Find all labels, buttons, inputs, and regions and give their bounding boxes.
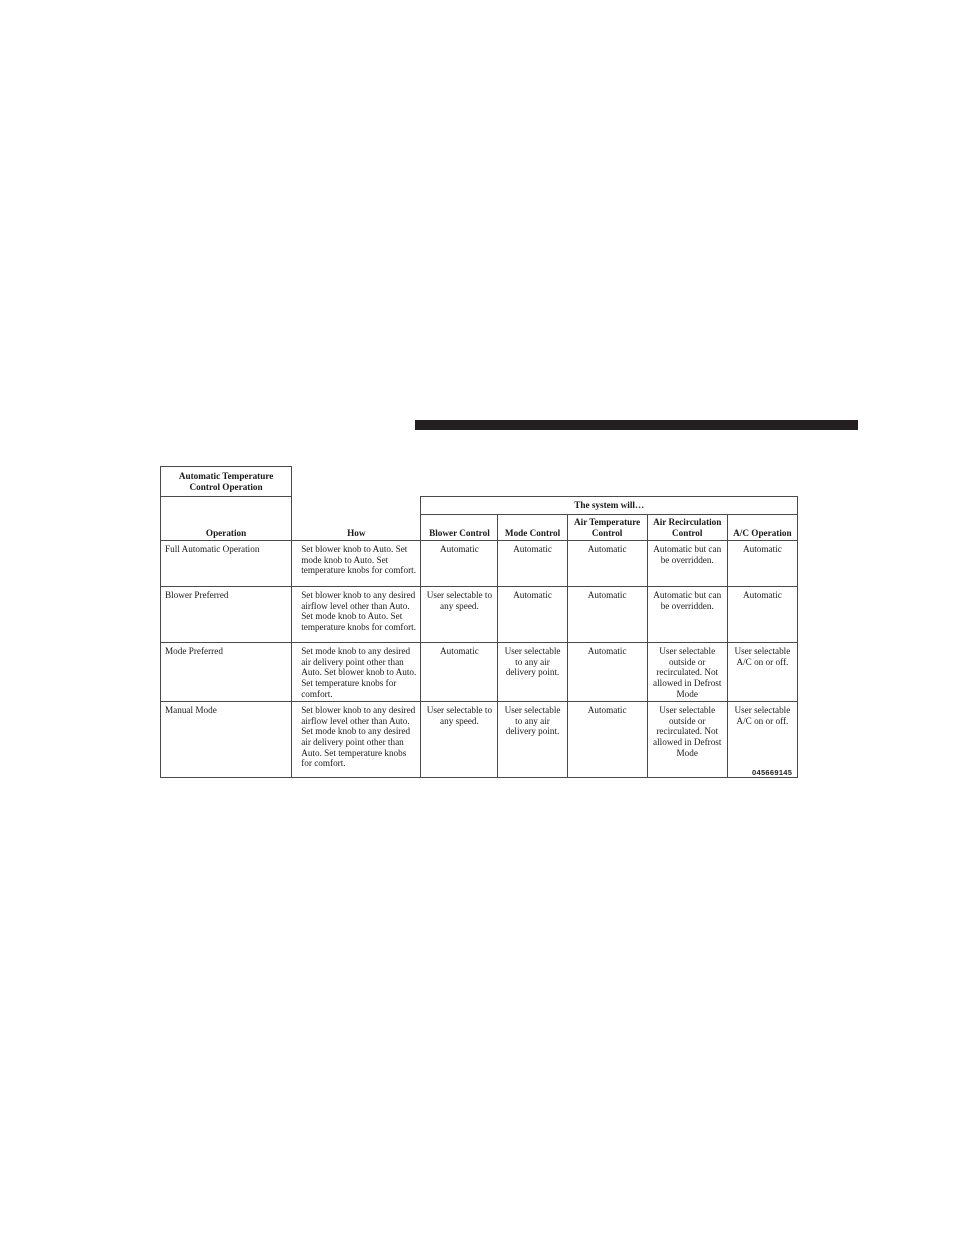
atc-operation-table-container [160, 466, 798, 778]
row-air-recirc: Automatic but can be overridden. [647, 587, 727, 643]
row-mode: User selectable to any air delivery point. [498, 643, 567, 702]
table-row [161, 541, 798, 587]
row-air-temp: Automatic [567, 587, 647, 643]
row-ac: Automatic [727, 587, 797, 643]
row-operation: Full Automatic Operation [161, 541, 292, 587]
table-title-row [161, 467, 798, 497]
row-air-temp: Automatic [567, 541, 647, 587]
row-blower: Automatic [421, 643, 498, 702]
atc-operation-table [160, 466, 798, 778]
system-will-header: The system will… [421, 497, 798, 515]
header-mode-control: Mode Control [498, 515, 567, 541]
row-how: Set mode knob to any desired air delivery point other than Auto. Set blower knob to Auto. Set temperature knobs for comfort. [292, 643, 421, 702]
group-header-row [161, 497, 798, 515]
row-blower: User selectable to any speed. [421, 587, 498, 643]
header-operation: Operation [161, 515, 292, 541]
header-air-recirculation-control: Air Recirculation Control [647, 515, 727, 541]
row-blower: Automatic [421, 541, 498, 587]
row-mode: User selectable to any air delivery point. [498, 702, 567, 778]
table-row [161, 643, 798, 702]
row-air-recirc: User selectable outside or recirculated. Not allowed in Defrost Mode [647, 702, 727, 778]
row-operation: Mode Preferred [161, 643, 292, 702]
row-ac: Automatic [727, 541, 797, 587]
row-ac: User selectable A/C on or off. [727, 702, 797, 778]
row-air-recirc: User selectable outside or recirculated. Not allowed in Defrost Mode [647, 643, 727, 702]
table-title: Automatic Temperature Control Operation [161, 467, 292, 497]
row-air-temp: Automatic [567, 702, 647, 778]
figure-id-caption: 045669145 [752, 768, 793, 777]
row-how: Set blower knob to Auto. Set mode knob to Auto. Set temperature knobs for comfort. [292, 541, 421, 587]
row-operation: Manual Mode [161, 702, 292, 778]
row-how: Set blower knob to any desired airflow level other than Auto. Set mode knob to Auto. Set temperature knobs for comfort. [292, 587, 421, 643]
row-air-recirc: Automatic but can be overridden. [647, 541, 727, 587]
row-blower: User selectable to any speed. [421, 702, 498, 778]
row-mode: Automatic [498, 587, 567, 643]
row-mode: Automatic [498, 541, 567, 587]
header-air-temperature-control: Air Temperature Control [567, 515, 647, 541]
row-operation: Blower Preferred [161, 587, 292, 643]
column-header-row [161, 515, 798, 541]
table-row [161, 702, 798, 778]
row-how: Set blower knob to any desired airflow level other than Auto. Set mode knob to any desired air delivery point other than Auto. Set temperature knobs for comfort. [292, 702, 421, 778]
row-ac: User selectable A/C on or off. [727, 643, 797, 702]
table-row [161, 587, 798, 643]
row-air-temp: Automatic [567, 643, 647, 702]
header-ac-operation: A/C Operation [727, 515, 797, 541]
section-divider-bar [415, 420, 858, 430]
header-how: How [292, 515, 421, 541]
header-blower-control: Blower Control [421, 515, 498, 541]
